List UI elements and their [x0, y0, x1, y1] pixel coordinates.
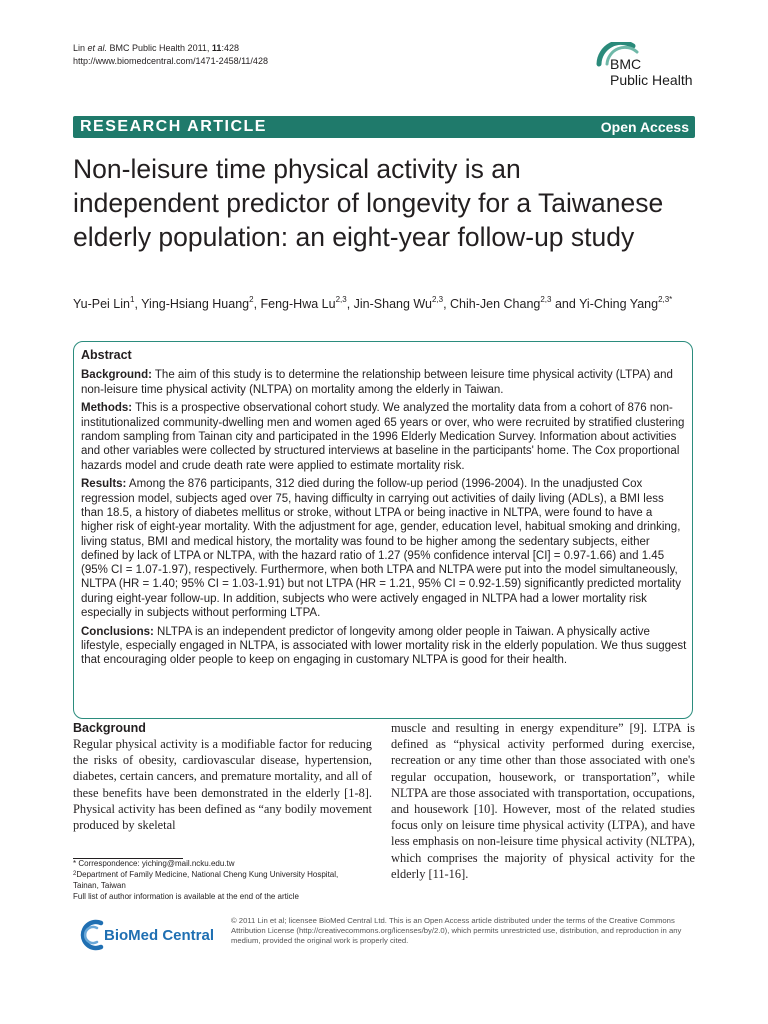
author-separator: , [443, 297, 451, 311]
author-affiliation: 2,3 [540, 295, 552, 304]
author-affiliation: 2,3 [335, 295, 347, 304]
citation-header [73, 42, 268, 68]
license-text: © 2011 Lin et al; licensee BioMed Central Ltd. This is an Open Access article distributed under the terms of the Creative Commons Attribution License (http://creativecommons.org/licenses/by/2.0), which permits unrestricted use, distribution, and reproduction in any medium, provided the original work is properly cited. [231, 916, 682, 946]
abstract-heading: Abstract [81, 348, 132, 362]
author-separator: and [551, 297, 580, 311]
article-title: Non-leisure time physical activity is an independent predictor of longevity for a Taiwanese elderly population: an eight-year follow-up study [73, 154, 664, 252]
author-name: Feng-Hwa Lu [260, 297, 336, 311]
author-affiliation: 2 [249, 295, 254, 304]
abstract-background [81, 368, 687, 397]
author-name: Jin-Shang Wu [353, 297, 432, 311]
author-separator: , [134, 297, 142, 311]
abstract-background-text: The aim of this study is to determine the relationship between leisure time physical activity (LTPA) and non-leisure time physical activity (NLTPA) on mortality among the elderly in Taiwan. [81, 369, 673, 396]
citation-journal: BMC Public Health 2011, [107, 43, 212, 53]
section-heading-background: Background [73, 721, 146, 735]
author-list [73, 296, 713, 312]
author-name: Yu-Pei Lin [73, 297, 130, 311]
affiliation-line2: Tainan, Taiwan [73, 881, 126, 890]
abstract-results-label: Results: [81, 478, 127, 491]
author-name: Yi-Ching Yang [579, 297, 659, 311]
abstract [81, 348, 687, 672]
author-separator: , [253, 297, 261, 311]
abstract-background-label: Background: [81, 369, 152, 382]
article-type-label: RESEARCH ARTICLE [80, 118, 267, 135]
citation-volume: 11 [211, 43, 222, 53]
journal-logo-line1: BMC [610, 56, 642, 72]
author-name: Ying-Hsiang Huang [141, 297, 250, 311]
author-info-note: Full list of author information is available at the end of the article [73, 892, 299, 901]
abstract-methods [81, 401, 687, 472]
abstract-methods-text: This is a prospective observational cohort study. We analyzed the mortality data from a cohort of 876 non-institutionalized community-dwelling men and women aged 65 years or over, who were recruited by stratified clustering random sampling from Tainan city and participated in the 1996 Elderly Medication Survey. Information about activities and other variables were collected by structured interviews at baseline in the participants' home. The Cox proportional hazards model and crude death rate were applied to estimate mortality risk. [81, 402, 685, 472]
body-column-left [73, 720, 372, 833]
correspondence-note: * Correspondence: yiching@mail.ncku.edu.tw [73, 859, 235, 868]
open-access-label: Open Access [600, 119, 689, 135]
footnotes [73, 858, 383, 902]
citation-author: Lin [73, 43, 88, 53]
author-affiliation: 2,3 [431, 295, 444, 304]
body-column-right [391, 720, 695, 882]
biomed-central-logo-text: BioMed Central [104, 927, 215, 944]
citation-line [73, 42, 268, 55]
citation-page: :428 [221, 43, 239, 53]
journal-logo-line2: Public Health [610, 72, 693, 88]
body-paragraph: Regular physical activity is a modifiable factor for reducing the risks of obesity, cardiovascular disease, hypertension, diabetes, certain cancers, and premature mortality, and all of these benefits have been demonstrated in the elderly [1-8]. Physical activity has been defined as “any bodily movement produced by skeletal [73, 737, 372, 833]
affiliation-note [73, 869, 383, 880]
abstract-conclusions-label: Conclusions: [81, 625, 154, 638]
body-paragraph: muscle and resulting in energy expenditure” [9]. LTPA is defined as “physical activity performed during exercise, recreation or any time other than those associated with one's regular occupation, housework, or transportation”, while NLTPA are those associated with transportation, occupations, and housework [10]. However, most of the related studies focus only on leisure time physical activity (LTPA), and have less emphasis on non-leisure time physical activity (NLTPA), which comprises the majority of physical activity for the elderly [11-16]. [391, 721, 695, 881]
affiliation-line1: Department of Family Medicine, National Cheng Kung University Hospital, [76, 870, 339, 879]
journal-logo-text [610, 56, 693, 88]
abstract-methods-label: Methods: [81, 402, 133, 415]
biomed-central-logo-icon [73, 918, 223, 952]
author-name: Chih-Jen Chang [450, 297, 541, 311]
abstract-conclusions [81, 625, 687, 668]
affiliation-marker: 2 [73, 871, 77, 877]
abstract-results [81, 477, 687, 620]
author-affiliation: 1 [129, 295, 135, 304]
author-separator: , [346, 297, 354, 311]
author-affiliation: 2,3* [658, 295, 673, 304]
article-url[interactable]: http://www.biomedcentral.com/1471-2458/11/428 [73, 56, 268, 66]
abstract-results-text: Among the 876 participants, 312 died during the follow-up period (1996-2004). In the unadjusted Cox regression model, subjects aged over 75, having difficulty in carrying out activities of daily living (ADLs), a BMI less than 18.5, a history of diabetes mellitus or stroke, without LTPA or being inactive in NLTPA, were found to have a higher risk of eight-year mortality. With the adjustment for age, gender, education level, habitual smoking and drinking, living status, BMI and medical history, the mortality was found to be higher among the sedentary subjects, either defined by lack of LTPA or NLTPA, with the hazard ratio of 1.27 (95% confidence interval [CI] = 0.97-1.66) and 1.45 (95% CI = 1.07-1.97), respectively. Furthermore, when both LTPA and NLTPA were put into the model simultaneously, NLTPA (HR = 1.40; 95% CI = 1.03-1.91) but not LTPA (HR = 1.21, 95% CI = 0.92-1.59) significantly predicted mortality during eight-year follow-up. In addition, subjects who were actively engaged in NLTPA had a lower mortality risk especially in subjects without performing LTPA. [81, 478, 681, 620]
abstract-conclusions-text: NLTPA is an independent predictor of longevity among older people in Taiwan. A physically active lifestyle, especially engaged in NLTPA, is associated with lower mortality risk in the elderly population. We thus suggest that encouraging older people to keep on engaging in customary NLTPA is good for their health. [81, 625, 687, 667]
citation-etal: et al. [87, 43, 108, 53]
